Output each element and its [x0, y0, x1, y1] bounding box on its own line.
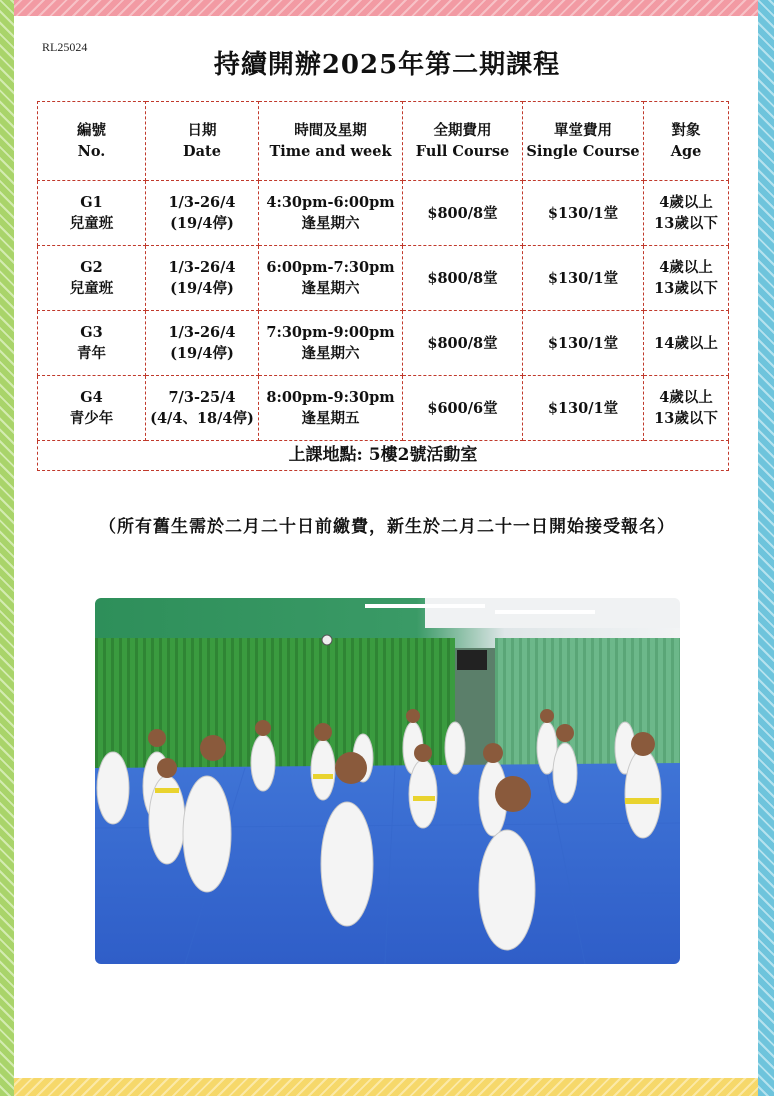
table-row	[38, 181, 729, 246]
cell-no: G2 兒童班	[38, 246, 146, 311]
cell-single-fee: $130/1堂	[523, 311, 644, 376]
cell-single-fee: $130/1堂	[523, 376, 644, 441]
table-row	[38, 311, 729, 376]
reference-code: RL25024	[42, 40, 88, 54]
cell-age: 14歲以上	[644, 311, 729, 376]
cell-full-fee: $600/6堂	[403, 376, 523, 441]
cell-single-fee: $130/1堂	[523, 181, 644, 246]
cell-date: 1/3-26/4 (19/4停)	[146, 311, 259, 376]
cell-time: 4:30pm-6:00pm 逢星期六	[259, 181, 403, 246]
decorative-border-right	[758, 0, 774, 1096]
header-single-course: 單堂費用 Single Course	[523, 102, 644, 181]
registration-note: （所有舊生需於二月二十日前繳費，新生於二月二十一日開始接受報名）	[99, 517, 675, 537]
cell-date: 7/3-25/4 (4/4、18/4停)	[146, 376, 259, 441]
course-schedule-table	[37, 101, 729, 471]
decorative-border-left	[0, 0, 14, 1096]
cell-time: 8:00pm-9:30pm 逢星期五	[259, 376, 403, 441]
header-no: 編號 No.	[38, 102, 146, 181]
cell-full-fee: $800/8堂	[403, 311, 523, 376]
header-age: 對象 Age	[644, 102, 729, 181]
class-photo	[95, 598, 680, 964]
header-date: 日期 Date	[146, 102, 259, 181]
cell-single-fee: $130/1堂	[523, 246, 644, 311]
table-header-row	[38, 102, 729, 181]
decorative-border-bottom	[0, 1078, 774, 1096]
page-title: 持續開辦2025年第二期課程	[213, 50, 561, 80]
table-row	[38, 246, 729, 311]
location-row	[38, 441, 729, 471]
decorative-border-top	[0, 0, 774, 16]
cell-time: 7:30pm-9:00pm 逢星期六	[259, 311, 403, 376]
cell-full-fee: $800/8堂	[403, 181, 523, 246]
cell-date: 1/3-26/4 (19/4停)	[146, 246, 259, 311]
header-time: 時間及星期 Time and week	[259, 102, 403, 181]
class-photo-illustration	[95, 598, 680, 964]
cell-no: G1 兒童班	[38, 181, 146, 246]
cell-age: 4歲以上 13歲以下	[644, 376, 729, 441]
cell-age: 4歲以上 13歲以下	[644, 246, 729, 311]
header-full-course: 全期費用 Full Course	[403, 102, 523, 181]
cell-age: 4歲以上 13歲以下	[644, 181, 729, 246]
cell-time: 6:00pm-7:30pm 逢星期六	[259, 246, 403, 311]
cell-full-fee: $800/8堂	[403, 246, 523, 311]
cell-date: 1/3-26/4 (19/4停)	[146, 181, 259, 246]
table-row	[38, 376, 729, 441]
cell-no: G3 青年	[38, 311, 146, 376]
cell-no: G4 青少年	[38, 376, 146, 441]
class-location: 上課地點: 5樓2號活動室	[38, 441, 729, 471]
